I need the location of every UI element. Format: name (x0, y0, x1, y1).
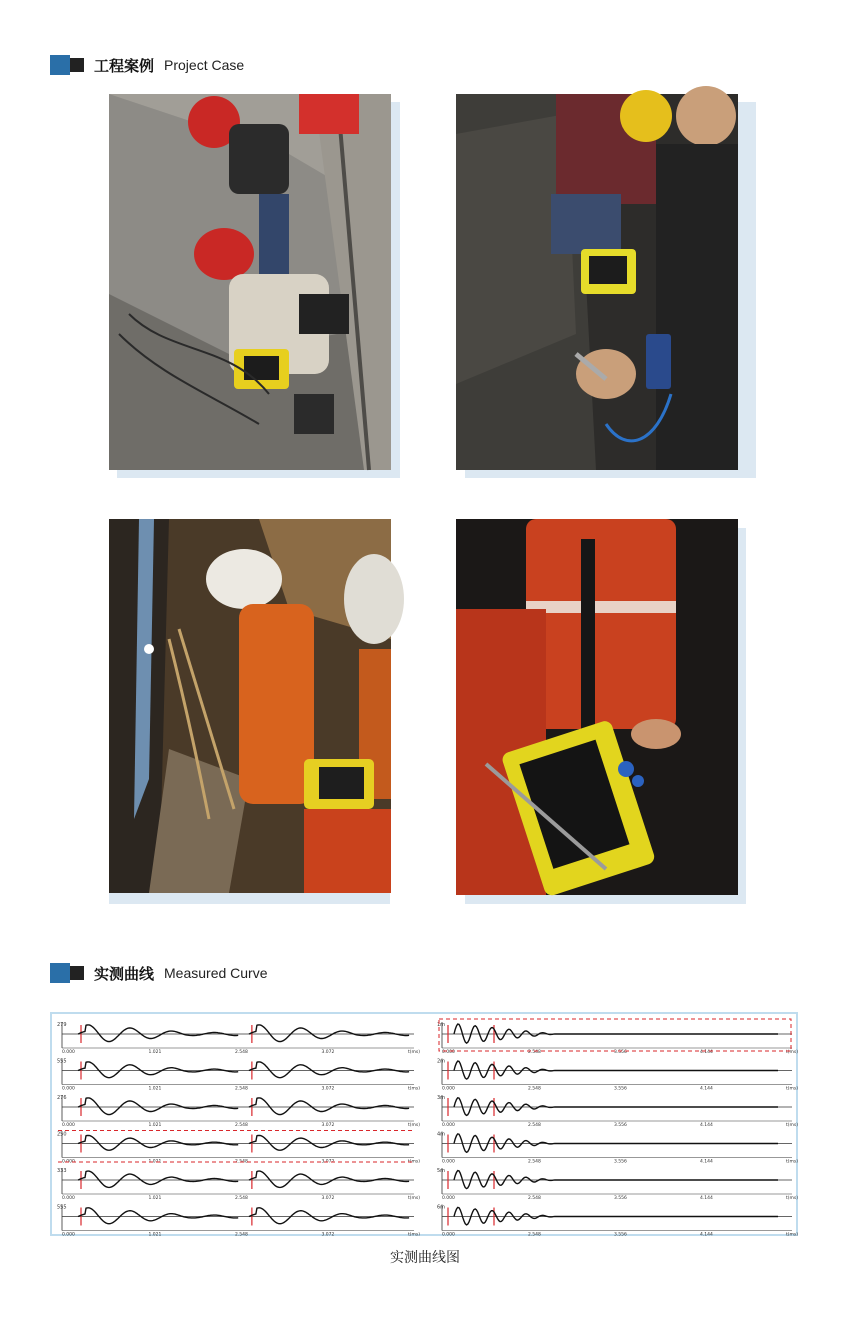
curve-row-label: 250 (57, 1131, 67, 1138)
curve-row-label: 5m (437, 1168, 446, 1174)
curve-row-label: 555 (57, 1058, 67, 1065)
measured-curve-header (50, 962, 268, 984)
curve-tick-label: 2.548 (528, 1196, 541, 1201)
curve-tick-label: t(ms) (408, 1232, 421, 1238)
curve-tick-label: t(ms) (786, 1159, 799, 1165)
curve-tick-label: 2.548 (528, 1123, 541, 1128)
curve-tick-label: 3.072 (321, 1050, 335, 1055)
curve-tick-label: 1.021 (148, 1050, 162, 1055)
curve-tick-label: 0.000 (62, 1159, 75, 1165)
curve-tick-label: 3.556 (614, 1159, 627, 1165)
curve-tick-label: 1.021 (148, 1196, 162, 1201)
section-title-cn: 实测曲线 (94, 964, 155, 983)
wave-signal (454, 1024, 778, 1043)
curve-tick-label: t(ms) (408, 1196, 421, 1201)
curve-tick-label: 2.548 (235, 1086, 248, 1092)
curve-tick-label: 3.556 (614, 1050, 627, 1055)
curve-tick-label: 2.548 (235, 1232, 248, 1238)
curve-tick-label: 2.548 (528, 1086, 541, 1092)
curve-tick-label: 0.000 (62, 1232, 75, 1238)
curve-tick-label: 2.548 (528, 1050, 541, 1055)
curve-tick-label: 0.000 (442, 1196, 455, 1201)
tunnel-rock-testing-photo (109, 94, 391, 470)
section-title-en: Measured Curve (164, 965, 268, 981)
curve-tick-label: t(ms) (786, 1232, 799, 1238)
wave-signal (78, 1025, 409, 1042)
curve-tick-label: 2.548 (235, 1050, 248, 1055)
wave-signal (454, 1061, 778, 1079)
curve-tick-label: 4.144 (700, 1159, 713, 1165)
curve-tick-label: 4.144 (700, 1050, 713, 1055)
curve-tick-label: 3.072 (321, 1232, 335, 1238)
section-marker-icon (50, 963, 84, 983)
section-marker-icon (50, 55, 84, 75)
curve-tick-label: 1.021 (148, 1123, 162, 1128)
curve-caption: 实测曲线图 (390, 1250, 460, 1266)
wave-signal (78, 1098, 409, 1115)
curve-tick-label: t(ms) (408, 1123, 421, 1128)
curve-tick-label: 2.548 (235, 1123, 248, 1128)
curve-tick-label: 1.021 (148, 1232, 162, 1238)
curve-tick-label: t(ms) (408, 1159, 421, 1165)
wave-signal (78, 1062, 409, 1078)
curve-row-label: 333 (57, 1168, 67, 1174)
curve-row-label: 1m (437, 1022, 446, 1028)
section-title-en: Project Case (164, 57, 245, 73)
curve-tick-label: 4.144 (700, 1196, 713, 1201)
curve-tick-label: 4.144 (700, 1086, 713, 1092)
curve-tick-label: 2.548 (528, 1232, 541, 1238)
curve-tick-label: 1.021 (148, 1159, 162, 1165)
curve-tick-label: 0.000 (62, 1050, 75, 1055)
curve-tick-label: 0.000 (62, 1196, 75, 1201)
curve-tick-label: t(ms) (786, 1196, 799, 1201)
curve-tick-label: 2.548 (528, 1159, 541, 1165)
curve-tick-label: t(ms) (786, 1123, 799, 1128)
curve-tick-label: 3.072 (321, 1086, 335, 1092)
curve-row-label: 279 (57, 1022, 67, 1028)
curve-tick-label: t(ms) (786, 1050, 799, 1055)
curve-row-label: 4m (437, 1131, 446, 1138)
curve-tick-label: 0.000 (442, 1086, 455, 1092)
tunnel-cable-testing-photo (109, 519, 391, 893)
wave-signal (78, 1171, 409, 1187)
section-title-cn: 工程案例 (94, 56, 155, 75)
measured-curve-panel (50, 1012, 798, 1236)
curve-row-label: 555 (57, 1204, 67, 1211)
curve-tick-label: 3.072 (321, 1196, 335, 1201)
measured-curves-chart (52, 1014, 799, 1238)
curve-row-label: 6m (437, 1204, 446, 1211)
curve-tick-label: t(ms) (408, 1086, 421, 1092)
curve-row-label: 2m (437, 1058, 446, 1065)
curve-row-label: 3m (437, 1095, 446, 1101)
curve-tick-label: 1.021 (148, 1086, 162, 1092)
curve-tick-label: 0.000 (442, 1123, 455, 1128)
wave-signal (78, 1135, 409, 1150)
curve-tick-label: t(ms) (786, 1086, 799, 1092)
curve-tick-label: 3.072 (321, 1159, 335, 1165)
curve-tick-label: 3.556 (614, 1123, 627, 1128)
curve-tick-label: t(ms) (408, 1050, 421, 1055)
tunnel-dark-testing-photo (456, 94, 738, 470)
curve-tick-label: 0.000 (62, 1123, 75, 1128)
curve-tick-label: 0.000 (442, 1050, 455, 1055)
wave-signal (78, 1208, 409, 1224)
curve-tick-label: 2.548 (235, 1159, 248, 1165)
tunnel-night-instrument-photo (456, 519, 738, 895)
wave-signal (454, 1171, 778, 1189)
curve-tick-label: 0.000 (62, 1086, 75, 1092)
project-case-header (50, 54, 244, 76)
highlight-box-right (439, 1019, 791, 1051)
curve-tick-label: 4.144 (700, 1232, 713, 1238)
curve-tick-label: 3.072 (321, 1123, 335, 1128)
curve-tick-label: 0.000 (442, 1232, 455, 1238)
curve-tick-label: 3.556 (614, 1232, 627, 1238)
curve-tick-label: 4.144 (700, 1123, 713, 1128)
curve-tick-label: 3.556 (614, 1196, 627, 1201)
curve-tick-label: 0.000 (442, 1159, 455, 1165)
curve-tick-label: 3.556 (614, 1086, 627, 1092)
curve-tick-label: 2.548 (235, 1196, 248, 1201)
curve-row-label: 276 (57, 1095, 67, 1101)
